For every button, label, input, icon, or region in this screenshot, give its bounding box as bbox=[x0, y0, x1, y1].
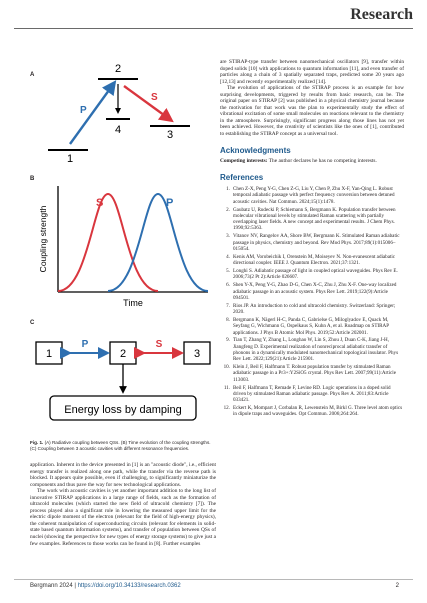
reference-number: 9. bbox=[226, 337, 230, 344]
footer-citation: Bergmann 2024 | bbox=[30, 583, 78, 589]
competing-interests-label: Competing interests: bbox=[220, 157, 268, 164]
stokes-arrow bbox=[124, 86, 168, 118]
reference-number: 10. bbox=[223, 364, 230, 371]
reference-number: 12. bbox=[223, 405, 230, 412]
left-column bbox=[30, 462, 216, 547]
reference-item bbox=[220, 364, 404, 383]
reference-number: 3. bbox=[226, 233, 230, 240]
caption-label: Fig. 1. bbox=[30, 440, 44, 445]
reference-item bbox=[220, 303, 404, 316]
curve-s bbox=[58, 194, 158, 291]
loss-label: Energy loss by damping bbox=[64, 404, 182, 416]
node-1-label: 1 bbox=[45, 348, 53, 360]
figure-panel-a bbox=[40, 58, 210, 168]
b-ylabel: Coupling strength bbox=[38, 205, 48, 273]
acknowledgments-heading: Acknowledgments bbox=[220, 145, 291, 155]
level-1-label: 1 bbox=[66, 153, 74, 165]
caption-text: (A) Radiative coupling between QSs. (B) Time evolution of the coupling strengths. (C) Coupling between 3 acoustic cavities with different resonance frequencies. bbox=[30, 440, 211, 451]
reference-text: Gaubatz U, Rudecki P, Schiemann S, Bergmann K. Population transfer between molecular vibrational levels by stimulated Raman scattering with partially overlapping laser fields. A new concept and experimental results. J Chem Phys. 1990;92:5363. bbox=[233, 206, 396, 232]
reference-number: 7. bbox=[226, 302, 230, 309]
figure-panel-b bbox=[30, 180, 216, 312]
right-paragraph-2: The evolution of applications of the STIRAP process is an example for how surprising developments, triggered by results from basic research, can be. The original paper on STIRAP [2] was published in a physical chemistry journal because the motivation for that work was the plan to experimentally study the effect of vibrational excitation of some small molecules on reactions relevant to the chemistry in the atmosphere. Surprisingly, significant progress along those lines has not yet been achieved. However, the creativity of scientists like the ones of [1], contributed to establishing the STIRAP concept as a universal tool. bbox=[220, 85, 404, 138]
panel-label-a: A bbox=[30, 72, 35, 78]
reference-text: Rios JP. An introduction to cold and ultracold chemistry. Switzerland: Springer; 2020. bbox=[233, 302, 396, 316]
reference-text: Beil F, Halfmann T, Remade F, Levine RD. Logic operations in a doped solid driven by stimulated Raman adiabatic passage. Phys Rev A. 2011;83:Article 033421. bbox=[233, 384, 391, 404]
header-rule bbox=[14, 28, 413, 29]
reference-text: Shen Y-X, Peng Y-G, Zhao D-G, Chen X-C, Zhu J, Zhu X-F. One-way localized adiabatic passage in an acoustic system. Phys Rev Lett. 2019;122(9):Article 094501. bbox=[233, 282, 397, 301]
node-3-label: 3 bbox=[193, 348, 201, 360]
journal-title: Research bbox=[350, 6, 413, 23]
competing-interests bbox=[220, 158, 404, 165]
right-paragraph-1: are STIRAP-type transfer between nanomechanical oscillators [9], transfer within doped solids [10] with applications to quantum information [11], and even transfer of particles along a chain of 3 spatially separated traps, predicted some 20 years ago [12,13] and recently experimentally realized [14]. bbox=[220, 59, 404, 85]
pulse-p-label: P bbox=[80, 105, 87, 116]
reference-item bbox=[220, 254, 404, 267]
reference-list bbox=[220, 186, 404, 418]
reference-text: Klein J, Beil F, Halfmann T. Robust population transfer by stimulated Raman adiabatic passage in a Pr3+:Y2SiO5 crystal. Phys Rev Lett. 2007;99(11):Article 113003. bbox=[233, 364, 396, 383]
references-heading: References bbox=[220, 173, 264, 183]
reference-number: 1. bbox=[226, 186, 230, 193]
curve-p-label: P bbox=[166, 197, 174, 209]
node-2-label: 2 bbox=[119, 348, 127, 360]
reference-text: Chen Z-X, Peng Y-G, Chen Z-G, Liu Y, Chen P, Zhu X-F, Yan-Qing L. Robust temporal adiabatic passage with perfect frequency conversion between detuned acoustic cavities. Nat Commun. 2024;15(1):1478. bbox=[233, 186, 395, 205]
coupling-p-label: P bbox=[81, 339, 89, 350]
footer bbox=[30, 583, 181, 589]
panel-label-b: B bbox=[30, 176, 35, 182]
reference-item bbox=[220, 337, 404, 362]
level-4-label: 4 bbox=[114, 124, 122, 136]
b-xlabel: Time bbox=[123, 298, 143, 308]
reference-item bbox=[220, 405, 404, 418]
pulse-s-label: S bbox=[151, 92, 158, 103]
reference-item bbox=[220, 186, 404, 205]
reference-number: 5. bbox=[226, 268, 230, 275]
right-column bbox=[220, 59, 404, 419]
figure-panel-c bbox=[30, 332, 216, 432]
page-number: 2 bbox=[395, 583, 399, 589]
reference-text: Eckert K, Mompart J, Corbalan R, Lewenstein M, Birkl G. Three level atom optics in dipole traps and waveguides. Opt Commun. 2006;264:264. bbox=[233, 405, 403, 418]
competing-interests-text: The author declares he has no competing interests. bbox=[268, 157, 377, 164]
reference-item bbox=[220, 282, 404, 301]
left-paragraph-2: The work with acoustic cavities is yet another important addition to the long list of innovative STIRAP applications in a large range of fields, such as the formation of ultracold molecules (which started the new field of ultracold chemistry [7]). The process played also a significant role in lowering the measured upper limit for the electric dipole moment of the electron (relevant for the field of high-energy physics), the coherent manipulation of superconducting circuits (relevant for elements in solid-state based quantum information systems), and transfer of population between QSs of nuclei (showing the perspective for new types of energy storage systems) to give just a few examples. References to those works can be found in [8]. Further examples bbox=[30, 488, 216, 547]
curve-s-label: S bbox=[96, 197, 104, 209]
reference-number: 11. bbox=[223, 384, 230, 391]
reference-text: Vitanov NV, Rangelov AA, Shore BW, Bergmann K. Stimulated Raman adiabatic passage in physics, chemistry and beyond. Rev Mod Phys. 2017;89(1):015006–015054. bbox=[233, 233, 400, 252]
curve-p bbox=[108, 194, 208, 291]
reference-number: 2. bbox=[226, 206, 230, 213]
level-2-label: 2 bbox=[114, 63, 122, 75]
reference-text: Bergmann K, Nägerl H-C, Panda C, Gabrielse G, Miloglyadov E, Quack M, Seyfang G, Wichmann G, Ospelkaus S, Kuhn A, et al. Roadmap on STIRAP applications. J Phys B Atomic Mol Phys. 2019;52:Article 202001. bbox=[233, 316, 389, 336]
reference-text: Longhi S. Adiabatic passage of light in coupled optical waveguides. Phys Rev E. 2006;73(2 Pt 2):Article 026607. bbox=[233, 268, 398, 281]
reference-item bbox=[220, 233, 404, 252]
left-paragraph-1: application. Inherent in the device presented in [1] is an "acoustic diode", i.e., efficient energy transfer is realized along one path, while the transfer via the reverse path is blocked. It appears quite possible, even if challenging, to significantly miniaturize the components and thus pave the way for new technological applications. bbox=[30, 462, 216, 488]
panel-label-c: C bbox=[30, 320, 35, 326]
footer-rule bbox=[14, 579, 413, 580]
reference-item bbox=[220, 317, 404, 336]
reference-text: Tian T, Zhang Y, Zhang L, Longhao W, Lin S, Zhou J, Duan C-K, Jiang J-H, Jiangfeng D. Experimental realization of nonreciprocal adiabatic transfer of phonons in a dynamically modulated nanomechanical topological insulator. Phys Rev Lett. 2022;129(21):Article 215901. bbox=[233, 337, 399, 363]
doi-link[interactable]: https://doi.org/10.34133/research.0362 bbox=[77, 583, 181, 589]
level-3-label: 3 bbox=[166, 129, 174, 141]
reference-number: 4. bbox=[226, 253, 230, 260]
figure-caption bbox=[30, 440, 216, 451]
reference-item bbox=[220, 207, 404, 232]
reference-item bbox=[220, 268, 404, 281]
coupling-s-label: S bbox=[155, 339, 163, 350]
reference-number: 8. bbox=[226, 316, 230, 323]
pump-arrow bbox=[70, 86, 112, 144]
reference-number: 6. bbox=[226, 282, 230, 289]
reference-item bbox=[220, 385, 404, 404]
reference-text: Kenis AM, Vorobeichik I, Orenstein M, Moiseyev N. Non-evanescent adiabatic directional coupler. IEEE J. Quantum Electron. 2021;37:1321. bbox=[233, 253, 396, 267]
